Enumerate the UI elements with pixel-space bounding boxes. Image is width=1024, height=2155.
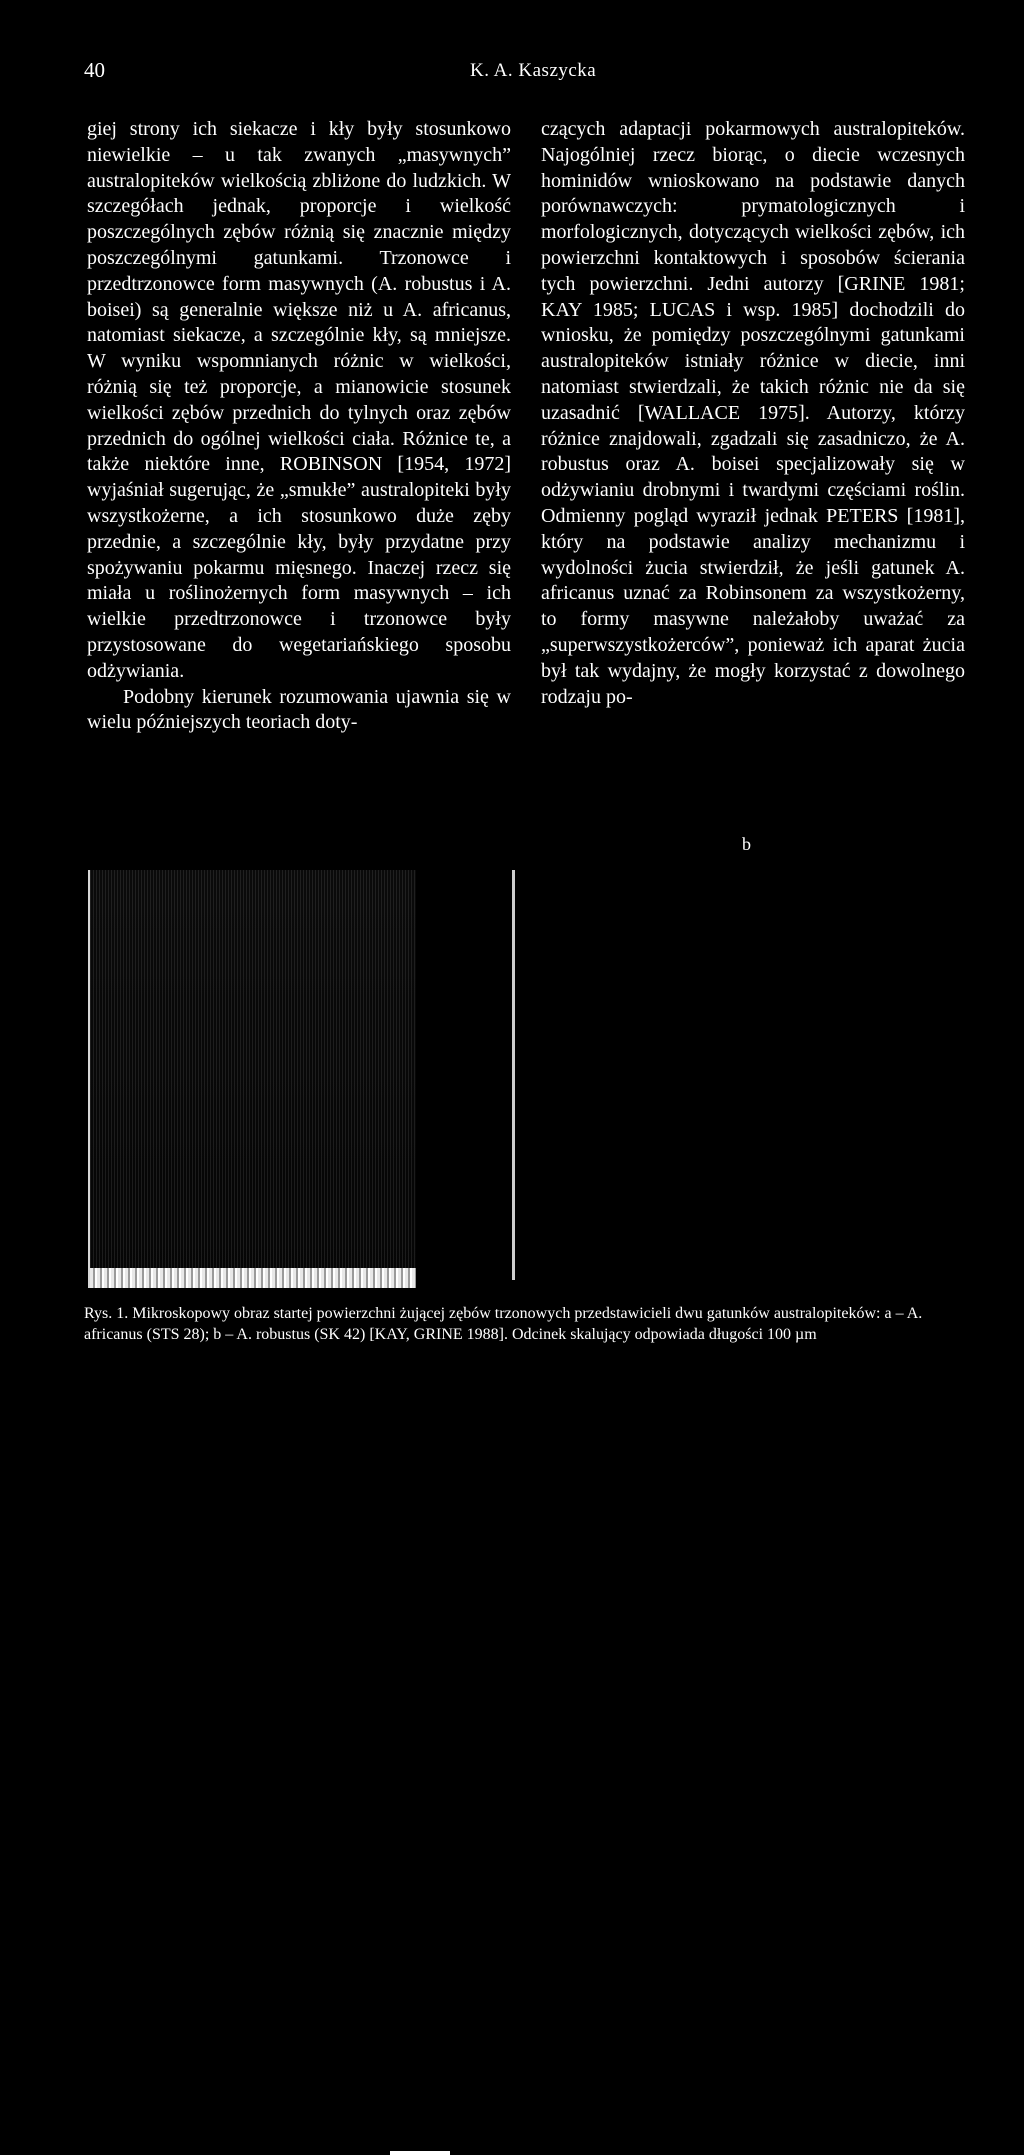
- running-head: K. A. Kaszycka: [470, 60, 597, 81]
- caption-text: Rys. 1. Mikroskopowy obraz startej powierzchni żującej zębów trzonowych przedstawicieli dwu gatunków australopiteków: a – A. africanus (STS 28); b – A. robustus (SK 42) [KAY, GRINE 1988]. Odcinek skalujący odpowiada długości 100 µm: [84, 1305, 923, 1343]
- page-number: 40: [84, 58, 105, 82]
- scale-bar: [390, 2151, 450, 2155]
- body-paragraph: Podobny kierunek rozumowania ujawnia się w wielu późniejszych teoriach doty-: [87, 685, 511, 734]
- body-paragraph: giej strony ich siekacze i kły były stosunkowo niewielkie – u tak zwanych „masywnych” australopiteków wielkością zbliżone do ludzkich. W szczegółach jednak, proporcje i wielkość poszczególnych zębów różnią się znacznie między poszczególnymi gatunkami. Trzonowce i przedtrzonowce form masywnych (A. robustus i A. boisei) są generalnie większe niż u A. africanus, natomiast siekacze, a szczególnie kły, są mniejsze. W wyniku wspomnianych różnic w wielkości, różnią się też proporcje, a mianowicie stosunek wielkości zębów przednich do tylnych oraz zębów przednich do ogólnej wielkości ciała. Różnice te, a także niektóre inne, ROBINSON [1954, 1972] wyjaśniał sugerując, że „smukłe” australopiteki były wszystkożerne, a ich stosunkowo duże zęby przednie, a szczególnie kły, były przydatne przy spożywaniu pokarmu mięsnego. Inaczej rzecz się miała u roślinożernych form masywnych – ich wielkie przedtrzonowce i trzonowce były przystosowane do wegetariańskiego sposobu odżywiania.: [87, 118, 511, 682]
- body-paragraph: czących adaptacji pokarmowych australopiteków. Najogólniej rzecz biorąc, o diecie wczesnych hominidów wnioskowano na podstawie danych porównawczych: prymatologicznych i morfologicznych, dotyczących wielkości zębów, ich powierzchni kontaktowych i sposobów ścierania tych powierzchni. Jedni autorzy [GRINE 1981; KAY 1985; LUCAS i wsp. 1985] dochodzili do wniosku, że pomiędzy poszczególnymi gatunkami australopiteków istniały różnice w diecie, inni natomiast stwierdzali, że takich różnic nie da się uzasadnić [WALLACE 1975]. Autorzy, którzy różnice znajdowali, zgadzali się zasadniczo, że A. robustus oraz A. boisei specjalizowały się w odżywianiu drobnymi i twardymi częściami roślin. Odmienny pogląd wyraził jednak PETERS [1981], który na podstawie analizy mechanizmu i wydolności żucia stwierdził, że jeśli gatunek A. africanus uznać za Robinsonem za wszystkożerny, to formy masywne należałoby uważać za „superwszystkożerców”, ponieważ ich aparat żucia był tak wydajny, że mogły korzystać z dowolnego rodzaju po-: [541, 118, 965, 708]
- left-column: [87, 117, 511, 736]
- page-header: [0, 58, 1024, 88]
- micrograph-panel-b: [512, 870, 515, 1280]
- figure-caption: [84, 1303, 954, 1345]
- right-column: [541, 117, 965, 710]
- figure-panel-label-b: b: [742, 834, 751, 854]
- micrograph-panel-a: [88, 870, 416, 1288]
